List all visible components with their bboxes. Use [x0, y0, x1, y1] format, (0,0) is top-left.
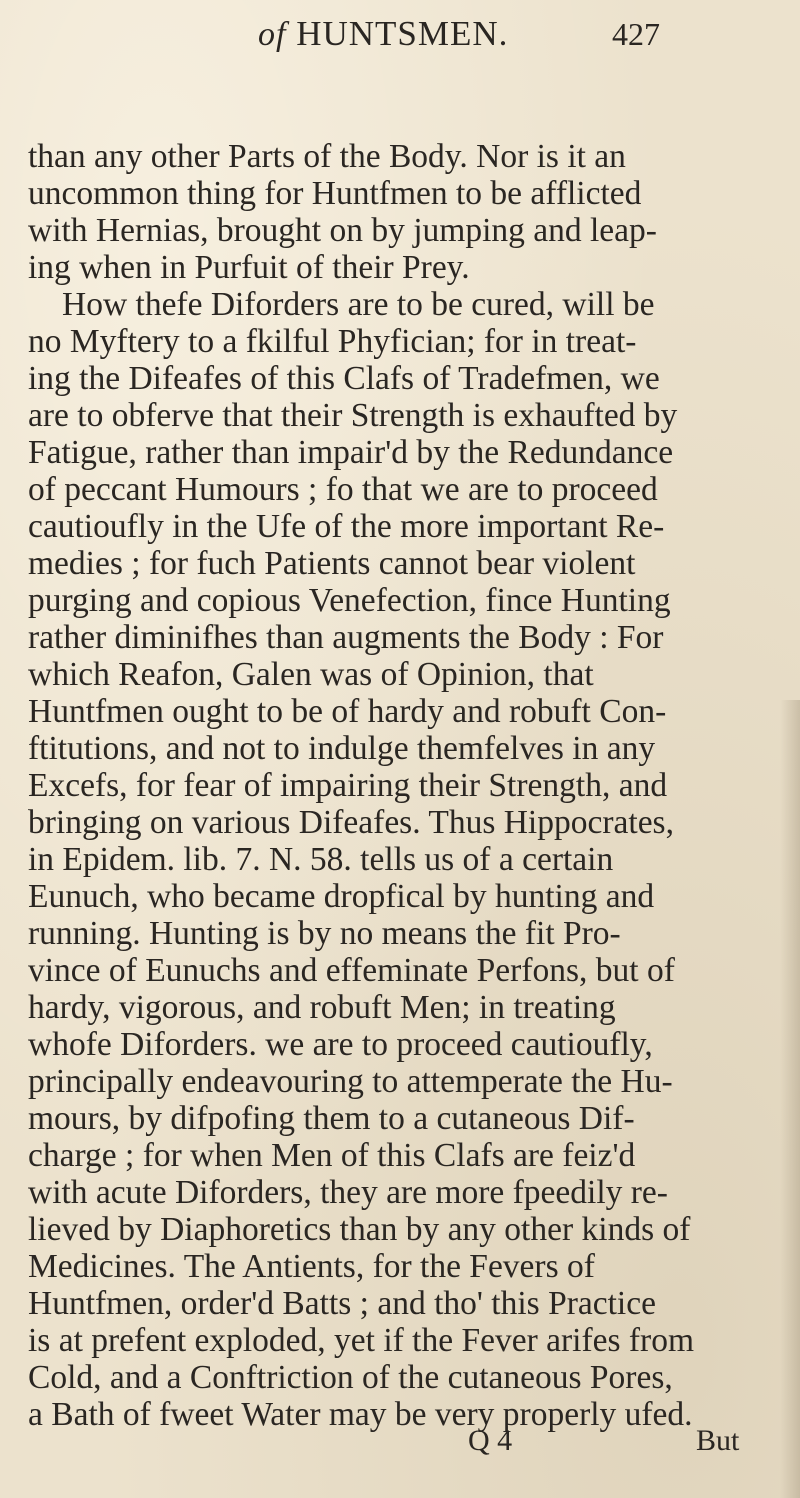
text-line: cautioufly in the Ufe of the more important Re-: [28, 508, 665, 545]
text-line: ing the Difeafes of this Clafs of Tradefmen, we: [28, 360, 660, 397]
text-line: no Myftery to a fkilful Phyfician; for in treat-: [28, 323, 637, 360]
text-line: Cold, and a Conftriction of the cutaneous Pores,: [28, 1359, 673, 1396]
text-line: Excefs, for fear of impairing their Strength, and: [28, 767, 668, 804]
signature-mark: Q 4: [468, 1424, 513, 1457]
text-line: Fatigue, rather than impair'd by the Redundance: [28, 434, 674, 471]
text-line: ftitutions, and not to indulge themfelves in any: [28, 730, 656, 767]
text-line: hardy, vigorous, and robuft Men; in treating: [28, 989, 616, 1026]
text-line: medies ; for fuch Patients cannot bear violent: [28, 545, 636, 582]
text-line: rather diminifhes than augments the Body : For: [28, 619, 664, 656]
running-head: [258, 14, 508, 54]
running-head-title: HUNTSMEN.: [296, 14, 509, 53]
page-header: [0, 10, 800, 60]
text-line: charge ; for when Men of this Clafs are feiz'd: [28, 1137, 636, 1174]
text-line: a Bath of fweet Water may be very properly ufed.: [28, 1396, 693, 1433]
text-line: of peccant Humours ; fo that we are to proceed: [28, 471, 658, 508]
text-line: uncommon thing for Huntfmen to be afflicted: [28, 175, 642, 212]
text-line: with acute Diforders, they are more fpeedily re-: [28, 1174, 668, 1211]
text-line: whofe Diforders. we are to proceed cautioufly,: [28, 1026, 653, 1063]
text-line: with Hernias, brought on by jumping and leap-: [28, 212, 657, 249]
text-line: Huntfmen, order'd Batts ; and tho' this Practice: [28, 1285, 656, 1322]
running-head-prefix: of: [258, 16, 287, 53]
text-line: Huntfmen ought to be of hardy and robuft Con-: [28, 693, 667, 730]
text-line: bringing on various Difeafes. Thus Hippocrates,: [28, 804, 674, 841]
text-line: principally endeavouring to attemperate the Hu-: [28, 1063, 673, 1100]
catchword: But: [696, 1424, 740, 1457]
text-line: How thefe Diforders are to be cured, will be: [62, 286, 655, 323]
text-line: than any other Parts of the Body. Nor is it an: [28, 138, 626, 175]
text-line: ing when in Purfuit of their Prey.: [28, 249, 470, 286]
text-line: are to obferve that their Strength is exhaufted by: [28, 397, 678, 434]
page-number: 427: [612, 16, 660, 52]
text-line: running. Hunting is by no means the fit Pro-: [28, 915, 621, 952]
text-line: Medicines. The Antients, for the Fevers of: [28, 1248, 595, 1285]
text-line: in Epidem. lib. 7. N. 58. tells us of a certain: [28, 841, 614, 878]
text-line: which Reafon, Galen was of Opinion, that: [28, 656, 594, 693]
text-line: purging and copious Venefection, fince Hunting: [28, 582, 671, 619]
text-line: mours, by difpofing them to a cutaneous Dif-: [28, 1100, 635, 1137]
text-line: is at prefent exploded, yet if the Fever arifes from: [28, 1322, 695, 1359]
page-footer: [0, 1424, 800, 1464]
text-line: vince of Eunuchs and effeminate Perfons, but of: [28, 952, 675, 989]
text-line: Eunuch, who became dropfical by hunting and: [28, 878, 655, 915]
page-edge-shadow: [780, 700, 800, 1498]
text-line: lieved by Diaphoretics than by any other kinds of: [28, 1211, 691, 1248]
